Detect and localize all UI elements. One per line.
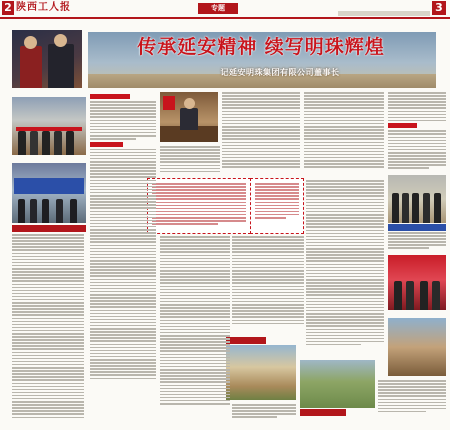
photo-leaders-caption <box>12 89 82 96</box>
photo-red-event <box>388 255 446 310</box>
photo-landscape-greenhouses-caption <box>300 409 346 416</box>
person-head <box>184 98 195 109</box>
person-figure <box>18 131 26 155</box>
event-banner <box>14 178 84 194</box>
article-text-column <box>232 404 296 420</box>
article-text-column <box>232 236 304 334</box>
article-text-column <box>378 380 446 420</box>
article-text-column <box>388 232 446 252</box>
person-figure <box>66 131 74 155</box>
article-text-column <box>160 146 220 176</box>
person-head <box>24 36 37 49</box>
person-figure <box>180 108 198 130</box>
section-tag: 专题 <box>198 3 238 14</box>
article-text-column <box>388 92 446 172</box>
article-text-column <box>306 180 384 356</box>
photo-leaders <box>12 30 82 88</box>
article-text-column <box>304 92 384 176</box>
page-number-left: 2 <box>2 1 14 15</box>
person-figure <box>402 193 409 223</box>
person-figure <box>56 199 63 223</box>
person-figure <box>18 199 25 223</box>
person-figure <box>48 44 74 88</box>
photo-mountain <box>388 318 446 376</box>
person-figure <box>30 199 37 223</box>
person-figure <box>20 46 42 88</box>
quote-box <box>147 178 251 234</box>
person-figure <box>54 131 62 155</box>
masthead-rule <box>0 17 450 19</box>
person-figure <box>412 193 419 223</box>
article-text-column <box>90 92 156 398</box>
photo-right-group <box>388 175 446 223</box>
photo-landscape-terraces-caption <box>226 337 266 344</box>
person-figure <box>392 193 399 223</box>
person-figure <box>42 131 50 155</box>
person-figure <box>30 131 38 155</box>
person-figure <box>423 193 430 223</box>
person-figure <box>394 281 402 310</box>
article-text-column <box>12 234 84 420</box>
quote-box <box>250 178 304 234</box>
person-figure <box>420 281 428 310</box>
person-figure <box>434 193 441 223</box>
photo-landscape-greenhouses <box>300 360 375 408</box>
subheadline: 记延安明珠集团有限公司董事长 <box>220 67 340 77</box>
article-text-column <box>222 92 300 176</box>
paper-name: 陕西工人报 <box>16 2 71 13</box>
person-figure <box>432 281 440 310</box>
photo-right-group-caption <box>388 224 446 231</box>
person-figure <box>70 199 77 223</box>
page-number-right: 3 <box>432 1 446 15</box>
photo-office <box>160 92 218 142</box>
headline: 传承延安精神 续写明珠辉煌 <box>137 36 385 58</box>
photo-banner-event-caption <box>12 225 86 232</box>
person-head <box>54 34 67 47</box>
person-figure <box>406 281 414 310</box>
photo-ceremony <box>12 97 86 155</box>
flag <box>163 96 175 110</box>
article-text-column <box>160 236 230 416</box>
photo-landscape-terraces <box>226 345 296 400</box>
editor-line <box>338 11 430 16</box>
person-figure <box>42 199 49 223</box>
